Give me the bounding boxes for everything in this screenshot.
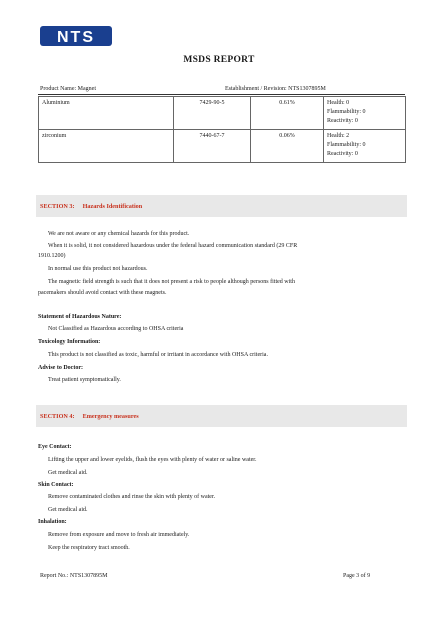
eye-contact-heading: Eye Contact:	[38, 444, 72, 450]
section-3-title: Hazards Identification	[82, 202, 143, 210]
component-name: zirconium	[39, 130, 174, 163]
hazard-para-3: In normal use this product not hazardous.	[48, 266, 148, 272]
inhalation-text-1: Remove from exposure and move to fresh air immediately.	[48, 532, 190, 538]
section-4-number: SECTION 4:	[40, 412, 75, 420]
flammability-rating: Flammability: 0	[327, 109, 366, 115]
skin-contact-text-2: Get medical aid.	[48, 507, 88, 513]
advise-heading: Advise to Doctor:	[38, 365, 83, 371]
hazard-para-1: We are not aware or any chemical hazards for this product.	[48, 231, 190, 237]
svg-text:NTS: NTS	[57, 29, 95, 46]
cas-number: 7429-90-5	[174, 97, 251, 130]
percentage: 0.61%	[251, 97, 324, 130]
table-row	[39, 130, 406, 163]
reactivity-rating: Reactivity: 0	[327, 151, 358, 157]
product-name: Product Name: Magnet	[40, 86, 96, 92]
hazard-ratings	[324, 97, 406, 130]
page-number: Page 3 of 9	[343, 573, 371, 579]
document-title: MSDS REPORT	[183, 55, 255, 65]
composition-table	[38, 96, 406, 163]
skin-contact-text-1: Remove contaminated clothes and rinse the skin with plenty of water.	[48, 494, 216, 500]
hazard-para-2a: When it is solid, it not considered hazardous under the federal hazard communication standard (29 CFR	[48, 243, 298, 249]
advise-text: Treat patient symptomatically.	[48, 377, 121, 383]
section-3-number: SECTION 3:	[40, 202, 75, 210]
skin-contact-heading: Skin Contact:	[38, 482, 74, 488]
statement-text: Not Classified as Hazardous according to OHSA criteria	[48, 326, 184, 332]
health-rating: Health: 2	[327, 133, 350, 139]
header-divider	[38, 94, 405, 95]
toxicology-heading: Toxicology Information:	[38, 339, 101, 345]
eye-contact-text-1: Lifting the upper and lower eyelids, flush the eyes with plenty of water or saline water.	[48, 457, 257, 463]
inhalation-heading: Inhalation:	[38, 519, 67, 525]
inhalation-text-2: Keep the respiratory tract smooth.	[48, 545, 130, 551]
table-row	[39, 97, 406, 130]
health-rating: Health: 0	[327, 100, 350, 106]
statement-heading: Statement of Hazardous Nature:	[38, 314, 122, 320]
eye-contact-text-2: Get medical aid.	[48, 470, 88, 476]
component-name: Aluminium	[39, 97, 174, 130]
section-3-header	[36, 195, 407, 217]
hazard-para-4a: The magnetic field strength is such that it does not present a risk to people although persons fitted with	[48, 279, 295, 285]
cas-number: 7440-67-7	[174, 130, 251, 163]
hazard-ratings	[324, 130, 406, 163]
establishment-revision: Establishment / Revision: NTS1307895M	[225, 86, 326, 92]
percentage: 0.06%	[251, 130, 324, 163]
section-4-header	[36, 405, 407, 427]
hazard-para-2b: 1910.1200)	[38, 253, 66, 259]
section-4-title: Emergency measures	[82, 412, 139, 420]
report-number: Report No.: NTS1307895M	[40, 573, 108, 579]
flammability-rating: Flammability: 0	[327, 142, 366, 148]
hazard-para-4b: pacemakers should avoid contact with these magnets.	[38, 290, 167, 296]
reactivity-rating: Reactivity: 0	[327, 118, 358, 124]
nts-logo	[40, 24, 112, 48]
toxicology-text: This product is not classified as toxic, harmful or irritant in accordance with OHSA criteria.	[48, 352, 268, 358]
